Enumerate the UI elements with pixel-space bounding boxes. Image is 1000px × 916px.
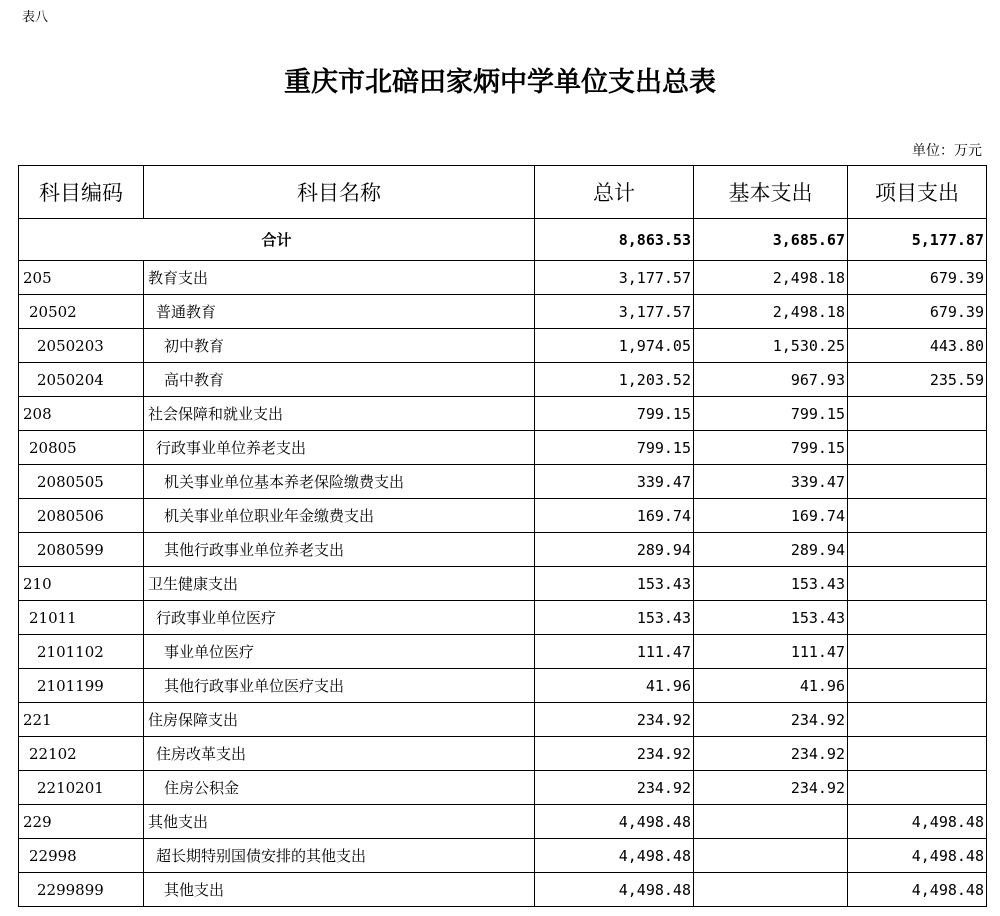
header-name: 科目名称 (144, 166, 535, 219)
row-code: 2080599 (19, 533, 144, 567)
row-project: 235.59 (848, 363, 987, 397)
header-project: 项目支出 (848, 166, 987, 219)
row-code: 208 (19, 397, 144, 431)
table-row (19, 737, 987, 771)
row-code: 20805 (19, 431, 144, 465)
row-basic: 153.43 (694, 601, 848, 635)
table-row (19, 669, 987, 703)
table-row (19, 805, 987, 839)
table-row (19, 397, 987, 431)
row-project (848, 601, 987, 635)
row-code: 2101199 (19, 669, 144, 703)
row-project (848, 431, 987, 465)
row-name: 住房保障支出 (144, 703, 535, 737)
row-total: 799.15 (535, 431, 694, 465)
row-project (848, 737, 987, 771)
row-project: 679.39 (848, 261, 987, 295)
row-basic (694, 805, 848, 839)
row-code: 229 (19, 805, 144, 839)
row-basic: 799.15 (694, 397, 848, 431)
row-total: 4,498.48 (535, 839, 694, 873)
row-total: 4,498.48 (535, 873, 694, 907)
row-basic: 153.43 (694, 567, 848, 601)
table-row (19, 567, 987, 601)
row-total: 111.47 (535, 635, 694, 669)
table-row (19, 329, 987, 363)
row-name: 其他支出 (144, 805, 535, 839)
row-code: 22102 (19, 737, 144, 771)
header-code: 科目编码 (19, 166, 144, 219)
row-code: 22998 (19, 839, 144, 873)
table-header-row (19, 166, 987, 219)
table-row (19, 295, 987, 329)
summary-total: 8,863.53 (535, 219, 694, 261)
table-row (19, 499, 987, 533)
table-row (19, 465, 987, 499)
table-row (19, 873, 987, 907)
row-basic: 234.92 (694, 703, 848, 737)
row-project: 679.39 (848, 295, 987, 329)
row-name: 机关事业单位基本养老保险缴费支出 (144, 465, 535, 499)
row-basic: 2,498.18 (694, 295, 848, 329)
row-total: 234.92 (535, 703, 694, 737)
table-row (19, 703, 987, 737)
row-code: 210 (19, 567, 144, 601)
row-basic: 289.94 (694, 533, 848, 567)
table-row (19, 635, 987, 669)
row-code: 2299899 (19, 873, 144, 907)
row-project (848, 499, 987, 533)
row-project: 4,498.48 (848, 873, 987, 907)
row-code: 2080505 (19, 465, 144, 499)
row-basic: 169.74 (694, 499, 848, 533)
header-basic: 基本支出 (694, 166, 848, 219)
row-project: 4,498.48 (848, 805, 987, 839)
row-project (848, 533, 987, 567)
row-code: 2210201 (19, 771, 144, 805)
summary-project: 5,177.87 (848, 219, 987, 261)
row-project (848, 465, 987, 499)
row-name: 其他支出 (144, 873, 535, 907)
row-name: 其他行政事业单位养老支出 (144, 533, 535, 567)
summary-row (19, 219, 987, 261)
table-row (19, 533, 987, 567)
row-code: 221 (19, 703, 144, 737)
row-total: 3,177.57 (535, 295, 694, 329)
row-basic: 234.92 (694, 737, 848, 771)
row-project: 443.80 (848, 329, 987, 363)
row-basic: 111.47 (694, 635, 848, 669)
row-basic: 41.96 (694, 669, 848, 703)
summary-label: 合计 (19, 219, 535, 261)
table-tag: 表八 (22, 10, 49, 25)
row-name: 卫生健康支出 (144, 567, 535, 601)
row-basic: 2,498.18 (694, 261, 848, 295)
row-basic: 967.93 (694, 363, 848, 397)
row-name: 初中教育 (144, 329, 535, 363)
row-total: 169.74 (535, 499, 694, 533)
row-name: 住房公积金 (144, 771, 535, 805)
row-basic (694, 839, 848, 873)
row-total: 41.96 (535, 669, 694, 703)
row-total: 799.15 (535, 397, 694, 431)
row-total: 4,498.48 (535, 805, 694, 839)
row-project (848, 397, 987, 431)
summary-basic: 3,685.67 (694, 219, 848, 261)
row-code: 2050204 (19, 363, 144, 397)
row-total: 1,974.05 (535, 329, 694, 363)
row-code: 20502 (19, 295, 144, 329)
row-name: 普通教育 (144, 295, 535, 329)
row-total: 153.43 (535, 601, 694, 635)
row-name: 超长期特别国债安排的其他支出 (144, 839, 535, 873)
row-name: 行政事业单位养老支出 (144, 431, 535, 465)
row-basic: 234.92 (694, 771, 848, 805)
row-basic (694, 873, 848, 907)
row-name: 事业单位医疗 (144, 635, 535, 669)
header-total: 总计 (535, 166, 694, 219)
row-total: 339.47 (535, 465, 694, 499)
row-name: 机关事业单位职业年金缴费支出 (144, 499, 535, 533)
row-code: 2101102 (19, 635, 144, 669)
row-project (848, 567, 987, 601)
row-project (848, 635, 987, 669)
row-code: 205 (19, 261, 144, 295)
row-basic: 1,530.25 (694, 329, 848, 363)
table-row (19, 601, 987, 635)
page-title: 重庆市北碚田家炳中学单位支出总表 (284, 67, 716, 98)
table-row (19, 261, 987, 295)
table-row (19, 839, 987, 873)
row-name: 教育支出 (144, 261, 535, 295)
row-name: 其他行政事业单位医疗支出 (144, 669, 535, 703)
row-basic: 339.47 (694, 465, 848, 499)
table-row (19, 363, 987, 397)
row-code: 2080506 (19, 499, 144, 533)
row-name: 社会保障和就业支出 (144, 397, 535, 431)
row-total: 234.92 (535, 737, 694, 771)
row-total: 289.94 (535, 533, 694, 567)
row-total: 153.43 (535, 567, 694, 601)
row-name: 住房改革支出 (144, 737, 535, 771)
row-code: 2050203 (19, 329, 144, 363)
row-project (848, 703, 987, 737)
row-name: 高中教育 (144, 363, 535, 397)
row-total: 1,203.52 (535, 363, 694, 397)
row-project (848, 771, 987, 805)
row-total: 3,177.57 (535, 261, 694, 295)
unit-label: 单位：万元 (912, 143, 982, 159)
table-row (19, 771, 987, 805)
row-basic: 799.15 (694, 431, 848, 465)
table-row (19, 431, 987, 465)
row-project: 4,498.48 (848, 839, 987, 873)
row-code: 21011 (19, 601, 144, 635)
expenditure-table (18, 165, 987, 907)
row-project (848, 669, 987, 703)
row-name: 行政事业单位医疗 (144, 601, 535, 635)
row-total: 234.92 (535, 771, 694, 805)
